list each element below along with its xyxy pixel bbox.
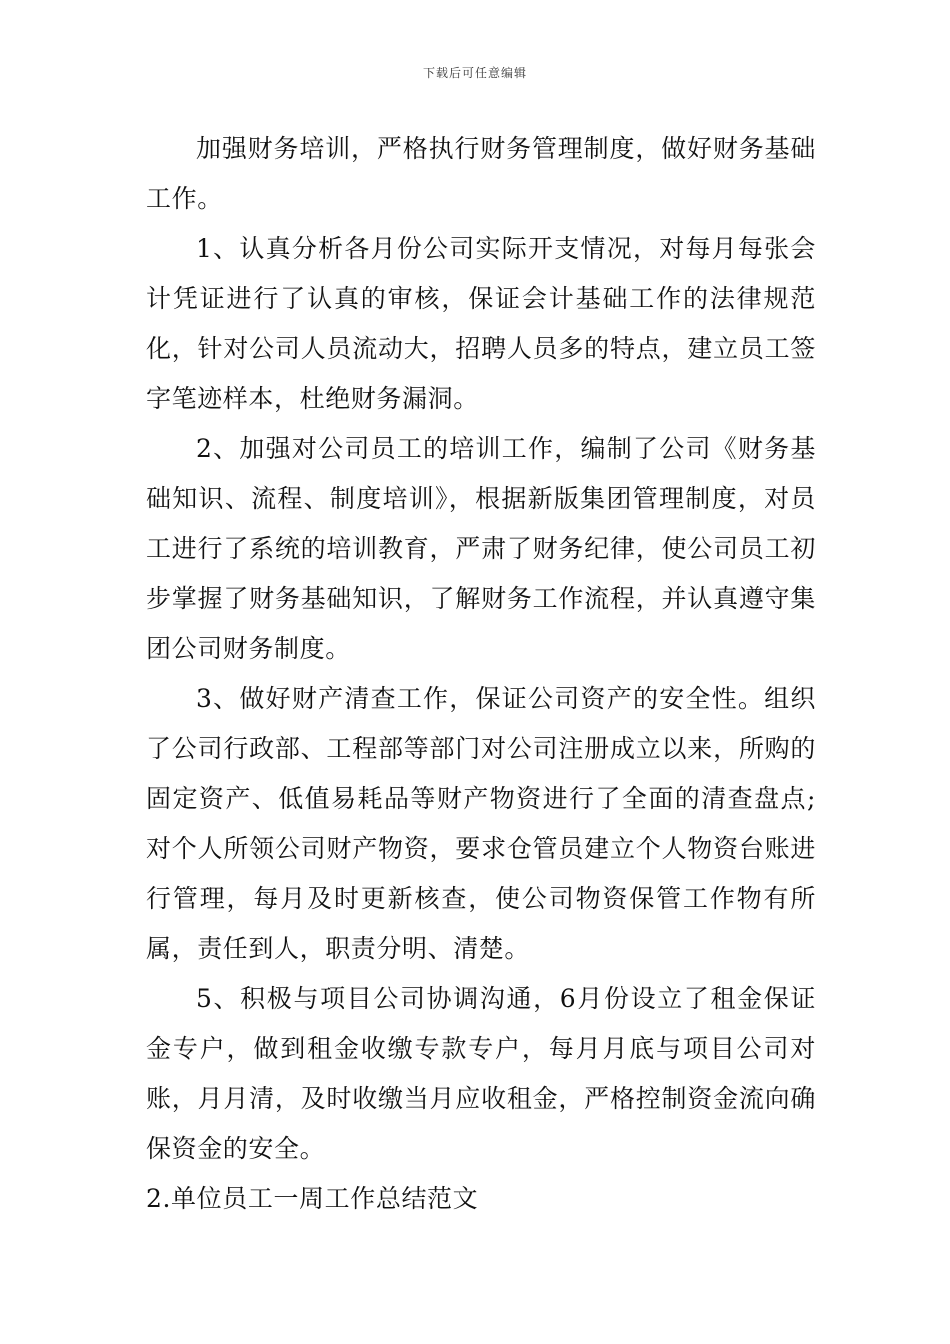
paragraph-intro: 加强财务培训，严格执行财务管理制度，做好财务基础工作。: [146, 134, 816, 213]
document-body: [146, 124, 816, 1224]
paragraph-item-2: 2、加强对公司员工的培训工作，编制了公司《财务基础知识、流程、制度培训》，根据新版集团管理制度，对员工进行了系统的培训教育，严肃了财务纪律，使公司员工初步掌握了财务基础知识，了解财务工作流程，并认真遵守集团公司财务制度。: [146, 434, 816, 663]
paragraph-item-1: 1、认真分析各月份公司实际开支情况，对每月每张会计凭证进行了认真的审核，保证会计基础工作的法律规范化，针对公司人员流动大，招聘人员多的特点，建立员工签字笔迹样本，杜绝财务漏洞。: [146, 234, 816, 413]
paragraph-item-3: 3、做好财产清查工作，保证公司资产的安全性。组织了公司行政部、工程部等部门对公司注册成立以来，所购的固定资产、低值易耗品等财产物资进行了全面的清查盘点;对个人所领公司财产物资，要求仓管员建立个人物资台账进行管理，每月及时更新核查，使公司物资保管工作物有所属，责任到人，职责分明、清楚。: [146, 684, 816, 963]
header-note: 下载后可任意编辑: [422, 66, 527, 80]
paragraph-item-5: 5、积极与项目公司协调沟通，6月份设立了租金保证金专户，做到租金收缴专款专户，每月月底与项目公司对账，月月清，及时收缴当月应收租金，严格控制资金流向确保资金的安全。: [146, 984, 816, 1163]
section-heading: 2.单位员工一周工作总结范文: [146, 1184, 479, 1213]
